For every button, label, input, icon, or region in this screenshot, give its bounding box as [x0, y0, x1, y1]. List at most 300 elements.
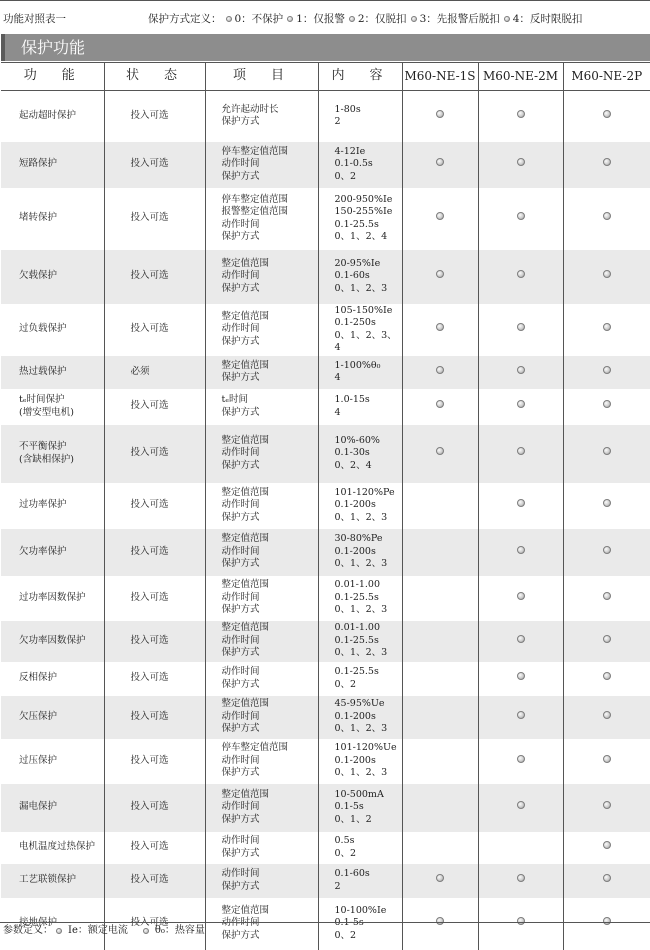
model-1s-cell [402, 91, 478, 142]
function-name: 过功率因数保护 [19, 591, 86, 603]
content-line: 0、1、2、3 [334, 723, 388, 735]
table-row [1, 662, 650, 696]
status-cell: 投入可选 [104, 250, 205, 304]
model-2m-cell [478, 864, 563, 898]
status-cell: 投入可选 [104, 91, 205, 142]
item-cell [205, 621, 318, 662]
content-line: 0.01-1.00 [334, 622, 381, 634]
content-line: 2 [334, 116, 341, 128]
content-line: 0.1-0.5s [334, 158, 373, 170]
item-cell [205, 142, 318, 188]
bullet-icon [411, 16, 417, 22]
item-cell [205, 864, 318, 898]
content-line: 4 [334, 406, 341, 418]
status-cell: 投入可选 [104, 832, 205, 864]
content-line: 30-80%Pe [334, 533, 383, 545]
status-cell: 投入可选 [104, 389, 205, 425]
status-cell: 投入可选 [104, 529, 205, 576]
item-line: 动作时间 [221, 754, 260, 766]
content-line: 0、2、4 [334, 459, 372, 471]
status-cell: 投入可选 [104, 864, 205, 898]
footer-item: Ie：额定电流 [68, 925, 128, 936]
supported-dot-icon [603, 755, 611, 763]
function-name: 欠载保护 [19, 270, 58, 282]
content-cell [318, 621, 402, 662]
item-line: 允许起动时长 [221, 103, 279, 115]
model-1s-cell [402, 356, 478, 389]
content-line: 4 [334, 372, 341, 383]
supported-dot-icon [436, 400, 444, 408]
table-row [1, 356, 650, 389]
model-2m-cell [478, 188, 563, 250]
model-1s-cell [402, 784, 478, 832]
supported-dot-icon [517, 158, 525, 166]
item-line: 整定值范围 [221, 359, 270, 371]
model-2p-cell [563, 739, 650, 784]
function-name: 热过载保护 [19, 365, 67, 377]
supported-dot-icon [517, 546, 525, 554]
function-cell [1, 529, 104, 576]
function-cell [1, 576, 104, 621]
supported-dot-icon [517, 672, 525, 680]
content-cell [318, 188, 402, 250]
table-row [1, 188, 650, 250]
item-line: 整定值范围 [221, 486, 270, 498]
function-cell [1, 832, 104, 864]
table-row [1, 389, 650, 425]
function-cell [1, 425, 104, 483]
function-cell [1, 356, 104, 389]
content-line: 0、1、2、4 [334, 231, 388, 242]
supported-dot-icon [517, 323, 525, 331]
item-line: 整定值范围 [221, 310, 270, 322]
item-cell [205, 739, 318, 784]
item-line: 保护方式 [221, 647, 260, 659]
item-line: 保护方式 [221, 335, 260, 347]
item-line: 动作时间 [221, 218, 260, 230]
function-cell [1, 483, 104, 529]
item-cell [205, 784, 318, 832]
item-line: 保护方式 [221, 604, 260, 616]
model-1s-cell [402, 864, 478, 898]
column-header-status: 状 态 [104, 63, 205, 91]
item-line: 动作时间 [221, 545, 260, 557]
model-2m-cell [478, 784, 563, 832]
supported-dot-icon [517, 212, 525, 220]
function-comparison-table [1, 62, 650, 950]
supported-dot-icon [436, 323, 444, 331]
content-line: 0.1-200s [334, 499, 376, 511]
model-1s-cell [402, 621, 478, 662]
function-cell [1, 739, 104, 784]
table-row [1, 739, 650, 784]
model-2m-cell [478, 529, 563, 576]
item-line: 动作时间 [221, 499, 260, 511]
column-header-item: 项 目 [205, 63, 318, 91]
content-cell [318, 425, 402, 483]
content-line: 0、2 [334, 170, 357, 182]
section-banner: 保护功能 [1, 34, 650, 61]
table-row [1, 425, 650, 483]
table-row [1, 142, 650, 188]
content-line: 0.1-60s [334, 270, 370, 282]
function-name: 短路保护 [19, 158, 58, 170]
supported-dot-icon [436, 366, 444, 374]
page-footer [0, 922, 650, 936]
item-cell [205, 91, 318, 142]
content-cell [318, 483, 402, 529]
supported-dot-icon [603, 212, 611, 220]
content-line: 10-100%Ie [334, 904, 387, 916]
column-header-content: 内 容 [318, 63, 402, 91]
content-line: 0、1、2、3 [334, 647, 388, 659]
table-row [1, 91, 650, 142]
status-cell: 必须 [104, 356, 205, 389]
item-line: 保护方式 [221, 511, 260, 523]
content-cell [318, 389, 402, 425]
footer-rule [0, 922, 650, 923]
function-name: 过功率保护 [19, 499, 67, 511]
function-cell [1, 91, 104, 142]
content-line: 20-95%Ie [334, 257, 381, 269]
content-cell [318, 356, 402, 389]
model-2p-cell [563, 864, 650, 898]
item-line: 保护方式 [221, 372, 260, 383]
supported-dot-icon [517, 499, 525, 507]
function-name: tₑ时间保护 [19, 394, 65, 405]
column-header-model-2p: M60-NE-2P [563, 63, 650, 91]
supported-dot-icon [603, 841, 611, 849]
function-name: 漏电保护 [19, 801, 58, 813]
table-row [1, 483, 650, 529]
supported-dot-icon [603, 400, 611, 408]
function-cell [1, 389, 104, 425]
content-line: 0.1-30s [334, 447, 370, 459]
column-header-model-2m: M60-NE-2M [478, 63, 563, 91]
item-line: 动作时间 [221, 835, 260, 846]
supported-dot-icon [603, 546, 611, 554]
content-cell [318, 739, 402, 784]
table-row [1, 696, 650, 739]
function-cell [1, 621, 104, 662]
model-2p-cell [563, 304, 650, 356]
content-line: 1.0-15s [334, 394, 370, 405]
item-cell [205, 304, 318, 356]
content-line: 2 [334, 880, 341, 892]
model-1s-cell [402, 696, 478, 739]
model-2m-cell [478, 483, 563, 529]
supported-dot-icon [603, 323, 611, 331]
item-cell [205, 696, 318, 739]
content-line: 10-500mA [334, 788, 384, 800]
function-name: 起动超时保护 [19, 110, 77, 121]
item-line: 保护方式 [221, 170, 260, 182]
table-row [1, 864, 650, 898]
function-name: 欠功率保护 [19, 545, 67, 557]
model-2p-cell [563, 784, 650, 832]
supported-dot-icon [517, 270, 525, 278]
function-name: 过负载保护 [19, 323, 67, 335]
item-line: 停车整定值范围 [221, 145, 289, 157]
model-1s-cell [402, 483, 478, 529]
top-rule [0, 0, 650, 1]
supported-dot-icon [436, 874, 444, 882]
item-cell [205, 188, 318, 250]
item-line: 动作时间 [221, 666, 260, 677]
content-line: 0.1-60s [334, 868, 370, 879]
bullet-icon [504, 16, 510, 22]
item-line: 停车整定值范围 [221, 193, 289, 205]
model-2m-cell [478, 662, 563, 696]
supported-dot-icon [603, 158, 611, 166]
item-line: 保护方式 [221, 880, 260, 892]
item-line: 动作时间 [221, 801, 260, 813]
model-2m-cell [478, 739, 563, 784]
item-cell [205, 389, 318, 425]
supported-dot-icon [603, 874, 611, 882]
bullet-icon [287, 16, 293, 22]
protection-mode-legend [148, 10, 582, 28]
item-line: 动作时间 [221, 270, 260, 282]
item-line: 动作时间 [221, 447, 260, 459]
function-name: 过压保护 [19, 754, 58, 766]
model-2p-cell [563, 356, 650, 389]
legend-item: 2：仅脱扣 [349, 10, 407, 28]
content-line: 0.1-200s [334, 710, 376, 722]
content-line: 0、1、2、3 [334, 767, 388, 779]
content-line: 0.1-250s [334, 317, 376, 328]
content-line: 105-150%Ie [334, 304, 393, 316]
function-name: 欠功率因数保护 [19, 634, 86, 646]
column-header-model-1s: M60-NE-1S [402, 63, 478, 91]
model-1s-cell [402, 389, 478, 425]
content-line: 0.1-25.5s [334, 591, 379, 603]
function-name: 工艺联锁保护 [19, 874, 77, 886]
supported-dot-icon [436, 447, 444, 455]
item-line: 动作时间 [221, 710, 260, 722]
function-cell [1, 784, 104, 832]
function-note: (含缺相保护) [19, 453, 74, 465]
model-1s-cell [402, 832, 478, 864]
item-line: 保护方式 [221, 929, 260, 941]
item-line: 报警整定值范围 [221, 206, 289, 217]
content-line: 0、1、2、3 [334, 604, 388, 616]
function-name: 不平衡保护 [19, 441, 67, 452]
item-line: tₑ时间 [221, 394, 248, 405]
content-line: 0、1、2、3 [334, 282, 388, 294]
item-line: 保护方式 [221, 847, 260, 859]
supported-dot-icon [603, 635, 611, 643]
model-1s-cell [402, 304, 478, 356]
model-2p-cell [563, 142, 650, 188]
supported-dot-icon [603, 711, 611, 719]
function-name: 反相保护 [19, 672, 58, 684]
status-cell: 投入可选 [104, 621, 205, 662]
function-cell [1, 142, 104, 188]
table-row [1, 621, 650, 662]
item-line: 保护方式 [221, 406, 260, 418]
content-cell [318, 250, 402, 304]
model-1s-cell [402, 662, 478, 696]
column-header-function: 功 能 [1, 63, 104, 91]
content-line: 0、1、2 [334, 813, 372, 825]
item-line: 整定值范围 [221, 698, 270, 710]
supported-dot-icon [603, 366, 611, 374]
item-cell [205, 832, 318, 864]
status-cell: 投入可选 [104, 304, 205, 356]
status-cell: 投入可选 [104, 188, 205, 250]
legend-item: 4：反时限脱扣 [504, 10, 583, 28]
model-2p-cell [563, 696, 650, 739]
model-2p-cell [563, 576, 650, 621]
status-cell: 投入可选 [104, 662, 205, 696]
content-line: 101-120%Ue [334, 742, 397, 754]
table-title: 功能对照表一 [3, 13, 66, 25]
content-line: 4-12Ie [334, 145, 366, 157]
content-line: 0、1、2、3 [334, 558, 388, 570]
item-cell [205, 250, 318, 304]
item-line: 保护方式 [221, 813, 260, 825]
content-cell [318, 142, 402, 188]
supported-dot-icon [436, 158, 444, 166]
model-2m-cell [478, 91, 563, 142]
status-cell: 投入可选 [104, 739, 205, 784]
content-line: 1-80s [334, 103, 361, 115]
content-line: 0、2 [334, 929, 357, 941]
item-line: 保护方式 [221, 767, 260, 779]
item-line: 停车整定值范围 [221, 742, 289, 754]
function-name: 欠压保护 [19, 710, 58, 722]
status-cell: 投入可选 [104, 142, 205, 188]
function-cell [1, 696, 104, 739]
supported-dot-icon [436, 212, 444, 220]
model-2m-cell [478, 142, 563, 188]
content-line: 1-100%θ₀ [334, 359, 381, 371]
supported-dot-icon [603, 801, 611, 809]
bullet-icon [143, 928, 149, 934]
model-2p-cell [563, 662, 650, 696]
function-name: 电机温度过热保护 [19, 841, 96, 853]
function-cell [1, 662, 104, 696]
item-line: 整定值范围 [221, 788, 270, 800]
content-line: 0.1-200s [334, 754, 376, 766]
item-line: 整定值范围 [221, 622, 270, 634]
content-line: 0、1、2、3 [334, 511, 388, 523]
content-line: 0、2 [334, 678, 357, 690]
supported-dot-icon [517, 366, 525, 374]
bullet-icon [349, 16, 355, 22]
legend-item: 0：不保护 [226, 10, 284, 28]
model-2p-cell [563, 832, 650, 864]
content-cell [318, 864, 402, 898]
item-line: 整定值范围 [221, 257, 270, 269]
model-2p-cell [563, 250, 650, 304]
model-1s-cell [402, 250, 478, 304]
content-line: 10%-60% [334, 434, 380, 446]
legend-item: 1：仅报警 [287, 10, 345, 28]
supported-dot-icon [603, 270, 611, 278]
model-2m-cell [478, 696, 563, 739]
model-2m-cell [478, 621, 563, 662]
item-cell [205, 576, 318, 621]
item-cell [205, 425, 318, 483]
model-2m-cell [478, 304, 563, 356]
content-line: 0.5s [334, 835, 355, 846]
content-cell [318, 304, 402, 356]
model-2p-cell [563, 91, 650, 142]
function-cell [1, 304, 104, 356]
supported-dot-icon [603, 592, 611, 600]
supported-dot-icon [603, 672, 611, 680]
supported-dot-icon [603, 110, 611, 118]
item-cell [205, 356, 318, 389]
content-cell [318, 832, 402, 864]
content-line: 45-95%Ue [334, 698, 385, 710]
item-line: 保护方式 [221, 678, 260, 690]
function-note: (增安型电机) [19, 406, 74, 418]
model-2p-cell [563, 425, 650, 483]
model-2m-cell [478, 250, 563, 304]
legend-item: 3：先报警后脱扣 [411, 10, 500, 28]
function-cell [1, 250, 104, 304]
content-line: 200-950%Ie [334, 193, 393, 205]
model-1s-cell [402, 576, 478, 621]
table-body [1, 91, 650, 950]
model-1s-cell [402, 188, 478, 250]
table-row [1, 304, 650, 356]
model-2p-cell [563, 188, 650, 250]
item-line: 整定值范围 [221, 579, 270, 591]
function-cell [1, 864, 104, 898]
model-2p-cell [563, 389, 650, 425]
supported-dot-icon [517, 755, 525, 763]
content-cell [318, 576, 402, 621]
table-row [1, 832, 650, 864]
content-line: 0.01-1.00 [334, 579, 381, 591]
supported-dot-icon [517, 592, 525, 600]
footer-label: 参数定义： [3, 925, 53, 936]
content-cell [318, 784, 402, 832]
item-line: 保护方式 [221, 231, 260, 242]
supported-dot-icon [436, 110, 444, 118]
item-line: 保护方式 [221, 558, 260, 570]
item-line: 保护方式 [221, 116, 260, 128]
item-cell [205, 529, 318, 576]
model-2m-cell [478, 356, 563, 389]
supported-dot-icon [517, 711, 525, 719]
status-cell: 投入可选 [104, 425, 205, 483]
content-cell [318, 91, 402, 142]
model-2m-cell [478, 576, 563, 621]
model-2p-cell [563, 483, 650, 529]
function-name: 堵转保护 [19, 212, 58, 224]
item-line: 动作时间 [221, 868, 260, 879]
content-line: 0.1-5s [334, 801, 364, 813]
model-1s-cell [402, 142, 478, 188]
content-line: 0.1-25.5s [334, 634, 379, 646]
model-2m-cell [478, 389, 563, 425]
item-cell [205, 483, 318, 529]
model-1s-cell [402, 425, 478, 483]
supported-dot-icon [517, 801, 525, 809]
table-header-row [1, 63, 650, 91]
table-row [1, 576, 650, 621]
model-2m-cell [478, 832, 563, 864]
item-line: 动作时间 [221, 591, 260, 603]
bullet-icon [226, 16, 232, 22]
model-2p-cell [563, 621, 650, 662]
item-line: 保护方式 [221, 282, 260, 294]
